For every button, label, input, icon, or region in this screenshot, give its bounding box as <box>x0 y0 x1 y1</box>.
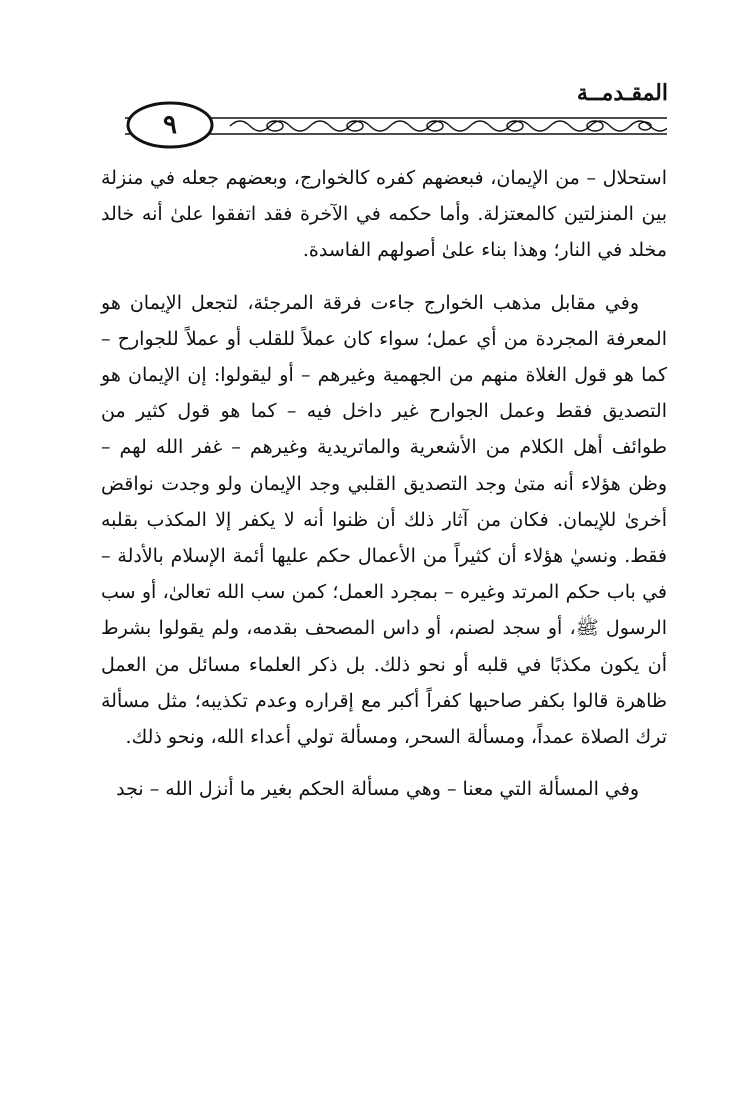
page-number: ٩ <box>163 110 177 140</box>
paragraph: استحلال – من الإيمان، فبعضهم كفره كالخوارج، وبعضهم جعله في منزلة بين المنزلتين كالمعتزلة. وأما حكمه في الآخرة فقد اتفقوا علىٰ أنه خالد مخلد في النار؛ وهذا بناء علىٰ أصولهم الفاسدة. <box>101 167 667 262</box>
paragraph: وفي مقابل مذهب الخوارج جاءت فرقة المرجئة، لتجعل الإيمان هو المعرفة المجردة من أي عمل؛ سواء كان عملاً للقلب أو عملاً للجوارح – كما هو قول الغلاة منهم من الجهمية وغيرهم – أو ليقولوا: إن الإيمان هو التصديق فقط وعمل الجوارح غير داخل فيه – كما هو قول كثير من طوائف أهل الكلام من الأشعرية والماتريدية وغيرهم – غفر الله لهم – وظن هؤلاء أنه متىٰ وجد التصديق القلبي وجد الإيمان ولو وجدت نواقض أخرىٰ للإيمان. فكان من آثار ذلك أن ظنوا أنه لا يكفر إلا المكذب بقلبه فقط. ونسيٰ هؤلاء أن كثيراً من الأعمال حكم عليها أئمة الإسلام بالأدلة – في باب حكم المرتد وغيره – بمجرد العمل؛ كمن سب الله تعالىٰ، أو سب الرسول ﷺ، أو سجد لصنم، أو داس المصحف بقدمه، ولم يقولوا بشرط أن يكون مكذبًا في قلبه أو نحو ذلك. بل ذكر العلماء مسائل من العمل ظاهرة قالوا بكفر صاحبها كفراً أكبر مع إقراره وعدم تكذيبه؛ مثل مسألة ترك الصلاة عمداً، ومسألة السحر، ومسألة تولي أعداء الله، ونحو ذلك. <box>101 291 667 749</box>
body-text <box>101 160 667 807</box>
running-title: المقـدمــة <box>576 80 668 106</box>
paragraph: وفي المسألة التي معنا – وهي مسألة الحكم بغير ما أنزل الله – نجد <box>116 778 639 801</box>
